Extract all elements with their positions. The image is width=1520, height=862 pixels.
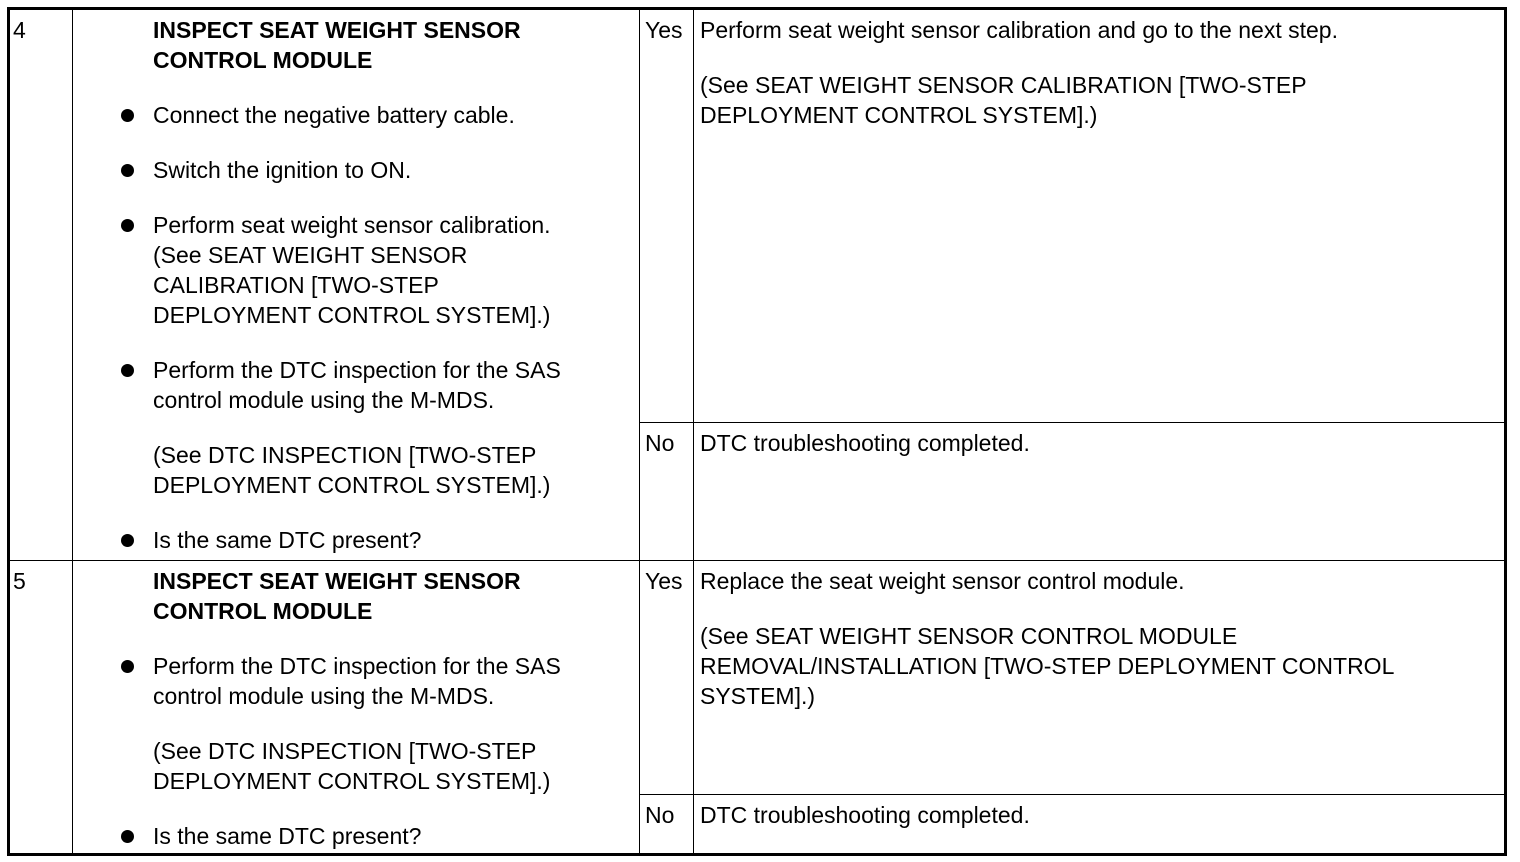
instruction-text: Switch the ignition to ON.	[153, 157, 412, 183]
step-title-line2: CONTROL MODULE	[153, 47, 373, 73]
step-4-row-yes	[9, 9, 1506, 423]
step-title	[153, 566, 633, 626]
bullet-icon	[121, 660, 134, 673]
yes-action-note: (See SEAT WEIGHT SENSOR CALIBRATION [TWO-STEP DEPLOYMENT CONTROL SYSTEM].)	[700, 72, 1307, 128]
instruction-text: Perform the DTC inspection for the SAS control module using the M-MDS.	[153, 653, 561, 709]
instruction-item	[153, 100, 633, 130]
step-5-row-yes	[9, 561, 1506, 795]
bullet-icon	[121, 364, 134, 377]
reference-note: (See DTC INSPECTION [TWO-STEP DEPLOYMENT CONTROL SYSTEM].)	[153, 442, 551, 498]
no-action: DTC troubleshooting completed.	[694, 795, 1506, 855]
instruction-text: Perform the DTC inspection for the SAS control module using the M-MDS.	[153, 357, 561, 413]
question-item	[153, 821, 633, 851]
step-number: 5	[9, 561, 73, 855]
step-instructions	[73, 561, 640, 855]
no-label: No	[640, 423, 694, 561]
instruction-item	[153, 355, 633, 415]
yes-action-text: Perform seat weight sensor calibration and go to the next step.	[700, 17, 1338, 43]
bullet-icon	[121, 109, 134, 122]
yes-action-text: Replace the seat weight sensor control module.	[700, 568, 1185, 594]
step-title-line1: INSPECT SEAT WEIGHT SENSOR	[153, 17, 521, 43]
step-title-line1: INSPECT SEAT WEIGHT SENSOR	[153, 568, 521, 594]
troubleshooting-table	[7, 7, 1507, 856]
step-instructions	[73, 9, 640, 561]
step-title-line2: CONTROL MODULE	[153, 598, 373, 624]
bullet-icon	[121, 164, 134, 177]
instruction-item	[153, 651, 633, 711]
bullet-icon	[121, 219, 134, 232]
instruction-item	[153, 210, 593, 330]
yes-label: Yes	[640, 9, 694, 423]
question-text: Is the same DTC present?	[153, 527, 422, 553]
yes-action-note: (See SEAT WEIGHT SENSOR CONTROL MODULE REMOVAL/INSTALLATION [TWO-STEP DEPLOYMENT CONTROL SYSTEM].)	[700, 623, 1394, 709]
no-label: No	[640, 795, 694, 855]
bullet-icon	[121, 534, 134, 547]
instruction-text: Perform seat weight sensor calibration. (See SEAT WEIGHT SENSOR CALIBRATION [TWO-STEP DEPLOYMENT CONTROL SYSTEM].)	[153, 212, 551, 328]
yes-action	[694, 561, 1506, 795]
reference-note: (See DTC INSPECTION [TWO-STEP DEPLOYMENT CONTROL SYSTEM].)	[153, 738, 551, 794]
yes-action	[694, 9, 1506, 423]
instruction-item	[153, 155, 633, 185]
question-item	[153, 525, 633, 555]
bullet-icon	[121, 830, 134, 843]
instruction-text: Connect the negative battery cable.	[153, 102, 515, 128]
step-title	[153, 15, 633, 75]
step-number: 4	[9, 9, 73, 561]
yes-label: Yes	[640, 561, 694, 795]
question-text: Is the same DTC present?	[153, 823, 422, 849]
no-action: DTC troubleshooting completed.	[694, 423, 1506, 561]
